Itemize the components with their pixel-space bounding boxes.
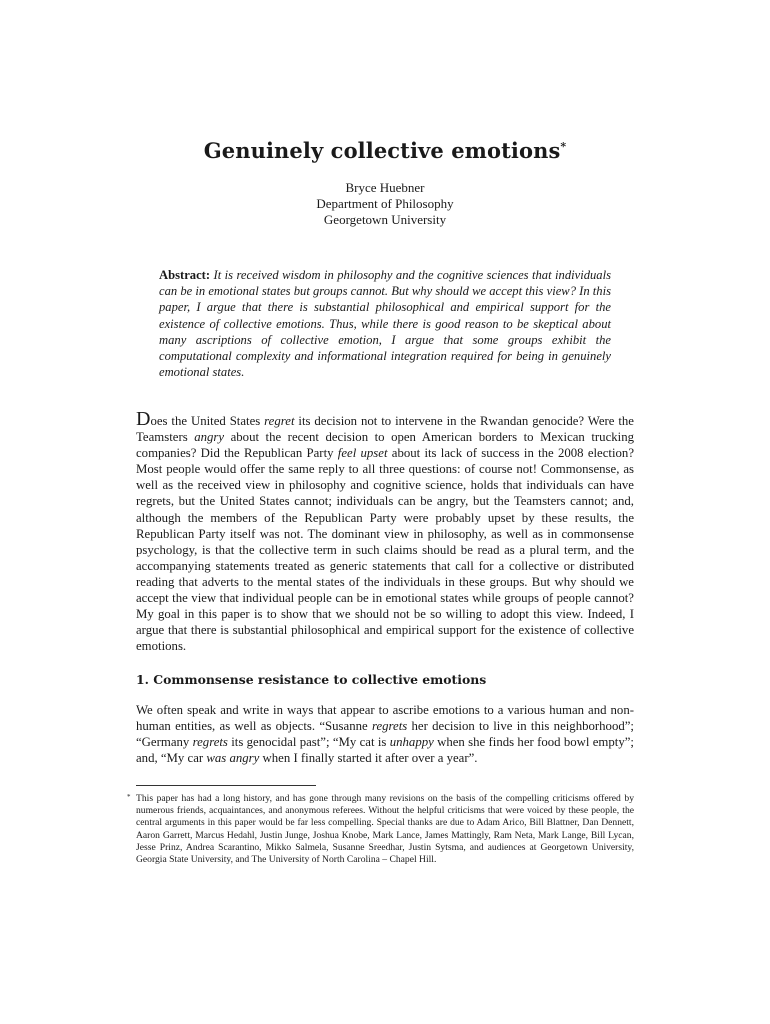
intro-text-2: its decision not to intervene in the Rwandan genocide? Were the Teamsters (136, 414, 634, 445)
section-emphasis-1: regrets (371, 719, 408, 734)
abstract (159, 267, 611, 380)
section-text-5: when I finally started it after over a year”. (259, 751, 478, 766)
intro-dropcap: D (136, 408, 151, 430)
section-heading: 1. Commonsense resistance to collective emotions (136, 672, 487, 687)
author-block (0, 180, 770, 228)
section-text-3: its genocidal past”; “My cat is (227, 735, 390, 750)
intro-text-1: oes the United States (150, 414, 265, 428)
section-text-4: when she finds her food bowl empty”; and, “My car (136, 735, 634, 766)
section-emphasis-4: was angry (206, 751, 260, 766)
abstract-text: It is received wisdom in philosophy and the cognitive sciences that individuals can be in emotional states but groups cannot. But why should we accept this view? In this paper, I argue that there is substantial philosophical and empirical support for the existence of collective emotions. Thus, while there is good reason to be skeptical about many ascriptions of collective emotion, I argue that some groups exhibit the computational complexity and informational integration required for being in genuinely emotional states. (159, 268, 611, 380)
abstract-label: Abstract (159, 268, 206, 282)
intro-emphasis-1: regret (264, 414, 295, 428)
footnote-text: This paper has had a long history, and has gone through many revisions on the basis of the compelling criticisms offered by numerous friends, acquaintances, and anonymous referees. Without the helpful criticisms that were voiced by these people, the central arguments in this paper would be far less compelling. Special thanks are due to Adam Arico, Bill Blattner, Dan Dennett, Aaron Garrett, Marcus Hedahl, Justin Junge, Joshua Knobe, Mark Lance, James Mattingly, Ram Neta, Mark Lange, Bill Lycan, Jesse Prinz, Andrea Scarantino, Mikko Salmela, Susanne Sreedhar, Justin Sytsma, and audiences at Georgetown University, Georgia State University, and The University of North Carolina – Chapel Hill. (136, 793, 634, 866)
intro-emphasis-2: angry (194, 430, 225, 445)
abstract-separator: : (205, 268, 211, 282)
section-text-1: We often speak and write in ways that appear to ascribe emotions to a various human and non-human entities, as well as objects. “Susanne (136, 703, 634, 734)
author-name: Bryce Huebner (345, 180, 425, 195)
section-paragraph (136, 702, 634, 766)
paper-title (0, 138, 770, 163)
footnote-divider (136, 785, 316, 786)
intro-paragraph (136, 408, 634, 654)
section-text-2: her decision to live in this neighborhood”; “Germany (136, 719, 634, 750)
author-university: Georgetown University (323, 212, 447, 227)
footnote-marker: * (127, 793, 131, 801)
intro-emphasis-3: feel upset (337, 446, 388, 461)
section-emphasis-3: unhappy (389, 735, 434, 750)
footnote (127, 793, 634, 866)
intro-text-4: about its lack of success in the 2008 election? Most people would offer the same reply to all three questions: of course not! Commonsense, as well as the received view in philosophy and cognitive science, holds that individuals can have regrets, but the United States cannot; individuals can be angry, but the Teamsters cannot; and, although the members of the Republican Party were probably upset by these results, the Republican Party itself was not. The dominant view in philosophy, as well as in commonsense psychology, is that the collective term in such claims should be read as a plural term, and the accompanying statements treated as generic statements that call for a collective or distributed reading that adverts to the mental states of the individuals in these groups. But why should we accept the view that individual people can be in emotional states while groups of people cannot? My goal in this paper is to show that we should not be so willing to adopt this view. Indeed, I argue that there is substantial philosophical and empirical support for the existence of collective emotions. (136, 446, 634, 654)
author-department: Department of Philosophy (316, 196, 454, 211)
title-footnote-marker: * (560, 140, 567, 153)
title-text: Genuinely collective emotions (203, 138, 561, 163)
intro-text-3: about the recent decision to open American borders to Mexican trucking companies? Did the Republican Party (136, 430, 634, 461)
section-emphasis-2: regrets (192, 735, 228, 750)
